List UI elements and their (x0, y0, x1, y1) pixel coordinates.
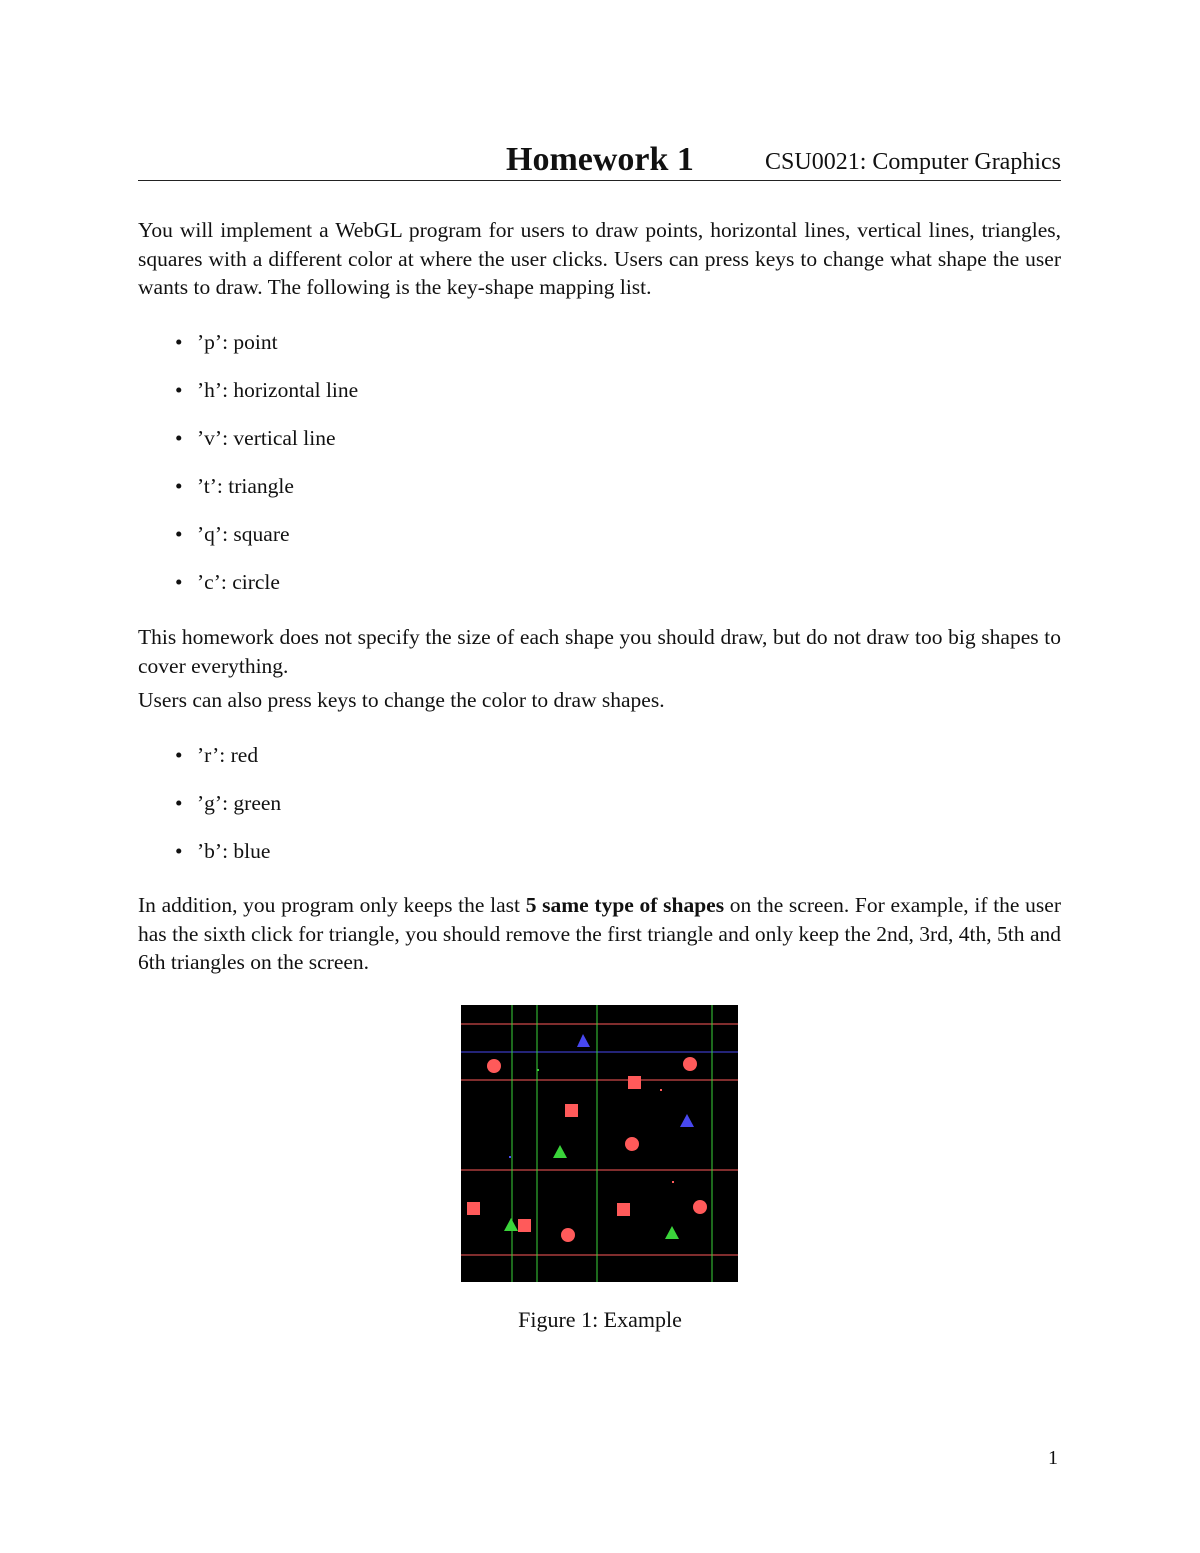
color-key-red: ’r’: red (197, 743, 259, 767)
square (617, 1203, 630, 1216)
shape-key-circle: ’c’: circle (197, 570, 280, 594)
page-number: 1 (1048, 1447, 1058, 1469)
list-item: • ’t’: triangle (175, 474, 294, 498)
color-key-list (175, 741, 281, 885)
point (660, 1089, 662, 1091)
addition-paragraph (138, 891, 1061, 977)
list-item: • ’b’: blue (175, 839, 271, 863)
point (672, 1181, 674, 1183)
size-note-paragraph: This homework does not specify the size of each shape you should draw, but do not draw too big shapes to cover everything. (138, 625, 1061, 678)
color-key-blue: ’b’: blue (197, 839, 271, 863)
square (565, 1104, 578, 1117)
shape-key-list (175, 328, 358, 616)
figure-caption: Figure 1: Example (518, 1307, 682, 1332)
list-item: • ’r’: red (175, 743, 259, 767)
shape-key-point: ’p’: point (197, 330, 278, 354)
circle (487, 1059, 501, 1073)
circle (625, 1137, 639, 1151)
shape-key-square: ’q’: square (197, 522, 290, 546)
point (509, 1156, 511, 1158)
shape-key-vertical-line: ’v’: vertical line (197, 426, 336, 450)
point (537, 1069, 539, 1071)
list-item: • ’h’: horizontal line (175, 378, 359, 402)
square (467, 1202, 480, 1215)
square (518, 1219, 531, 1232)
page-header (138, 140, 1061, 181)
list-item: • ’c’: circle (175, 570, 280, 594)
addition-text-after: on the screen. For example, if the user has the sixth click for triangle, you should remove the first triangle and only keep the 2nd, 3rd, 4th, 5th and 6th triangles on the screen. (138, 893, 1061, 974)
canvas-background (461, 1005, 738, 1282)
circle (561, 1228, 575, 1242)
addition-bold-text: 5 same type of shapes (525, 893, 725, 917)
homework-title: Homework 1 (506, 141, 694, 178)
example-canvas-figure (461, 1005, 738, 1282)
example-canvas (461, 1005, 738, 1282)
list-item: • ’p’: point (175, 330, 278, 354)
square (628, 1076, 641, 1089)
circle (683, 1057, 697, 1071)
color-key-green: ’g’: green (197, 791, 282, 815)
list-item: • ’g’: green (175, 791, 282, 815)
shape-key-horizontal-line: ’h’: horizontal line (197, 378, 359, 402)
color-intro-paragraph: Users can also press keys to change the color to draw shapes. (138, 688, 665, 712)
shape-key-triangle: ’t’: triangle (197, 474, 294, 498)
circle (693, 1200, 707, 1214)
intro-paragraph: You will implement a WebGL program for users to draw points, horizontal lines, vertical lines, triangles, squares with a different color at where the user clicks. Users can press keys to change what shape the user wants to draw. The following is the key-shape mapping list. (138, 218, 1061, 299)
course-name: CSU0021: Computer Graphics (765, 149, 1061, 175)
list-item: • ’q’: square (175, 522, 290, 546)
addition-text-before: In addition, you program only keeps the last (138, 893, 526, 917)
list-item: • ’v’: vertical line (175, 426, 336, 450)
